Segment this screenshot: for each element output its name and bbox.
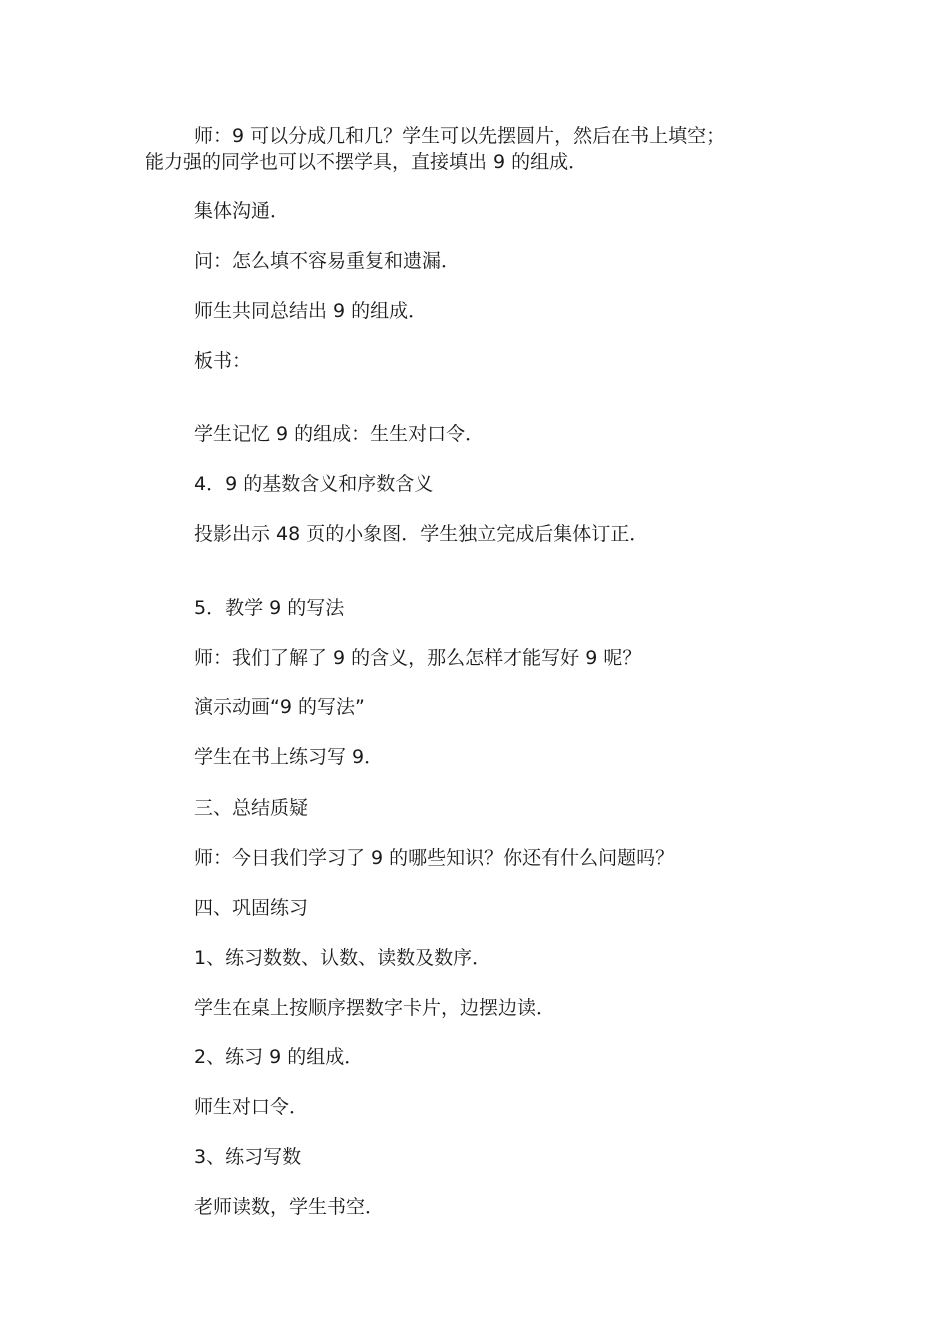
paragraph: 师生共同总结出 9 的组成． [194,300,428,322]
section-heading: 三、总结质疑 [194,797,309,819]
paragraph: 1、练习数数、认数、读数及数序． [194,947,492,969]
paragraph: 师：今日我们学习了 9 的哪些知识？你还有什么问题吗？ [194,847,675,869]
section-heading: 4．9 的基数含义和序数含义 [194,473,434,495]
paragraph: 投影出示 48 页的小象图．学生独立完成后集体订正． [194,523,649,545]
paragraph: 学生在桌上按顺序摆数字卡片，边摆边读． [194,997,556,1019]
paragraph-line: 能力强的同学也可以不摆学具，直接填出 9 的组成． [145,151,588,173]
paragraph-line: 师：9 可以分成几和几？学生可以先摆圆片，然后在书上填空； [194,125,726,147]
paragraph-teacher-question [145,123,825,175]
paragraph: 老师读数，学生书空． [194,1196,385,1218]
section-heading: 5．教学 9 的写法 [194,597,345,619]
paragraph: 问：怎么填不容易重复和遗漏． [194,250,461,272]
section-heading: 四、巩固练习 [194,897,309,919]
paragraph: 演示动画“9 的写法” [194,696,365,718]
paragraph: 师生对口令． [194,1096,309,1118]
paragraph: 3、练习写数 [194,1146,302,1168]
paragraph: 板书： [194,350,252,372]
paragraph: 师：我们了解了 9 的含义，那么怎样才能写好 9 呢？ [194,647,642,669]
paragraph: 集体沟通． [194,200,290,222]
paragraph: 学生在书上练习写 9． [194,746,384,768]
paragraph: 2、练习 9 的组成． [194,1046,364,1068]
paragraph: 学生记忆 9 的组成：生生对口令． [194,423,485,445]
